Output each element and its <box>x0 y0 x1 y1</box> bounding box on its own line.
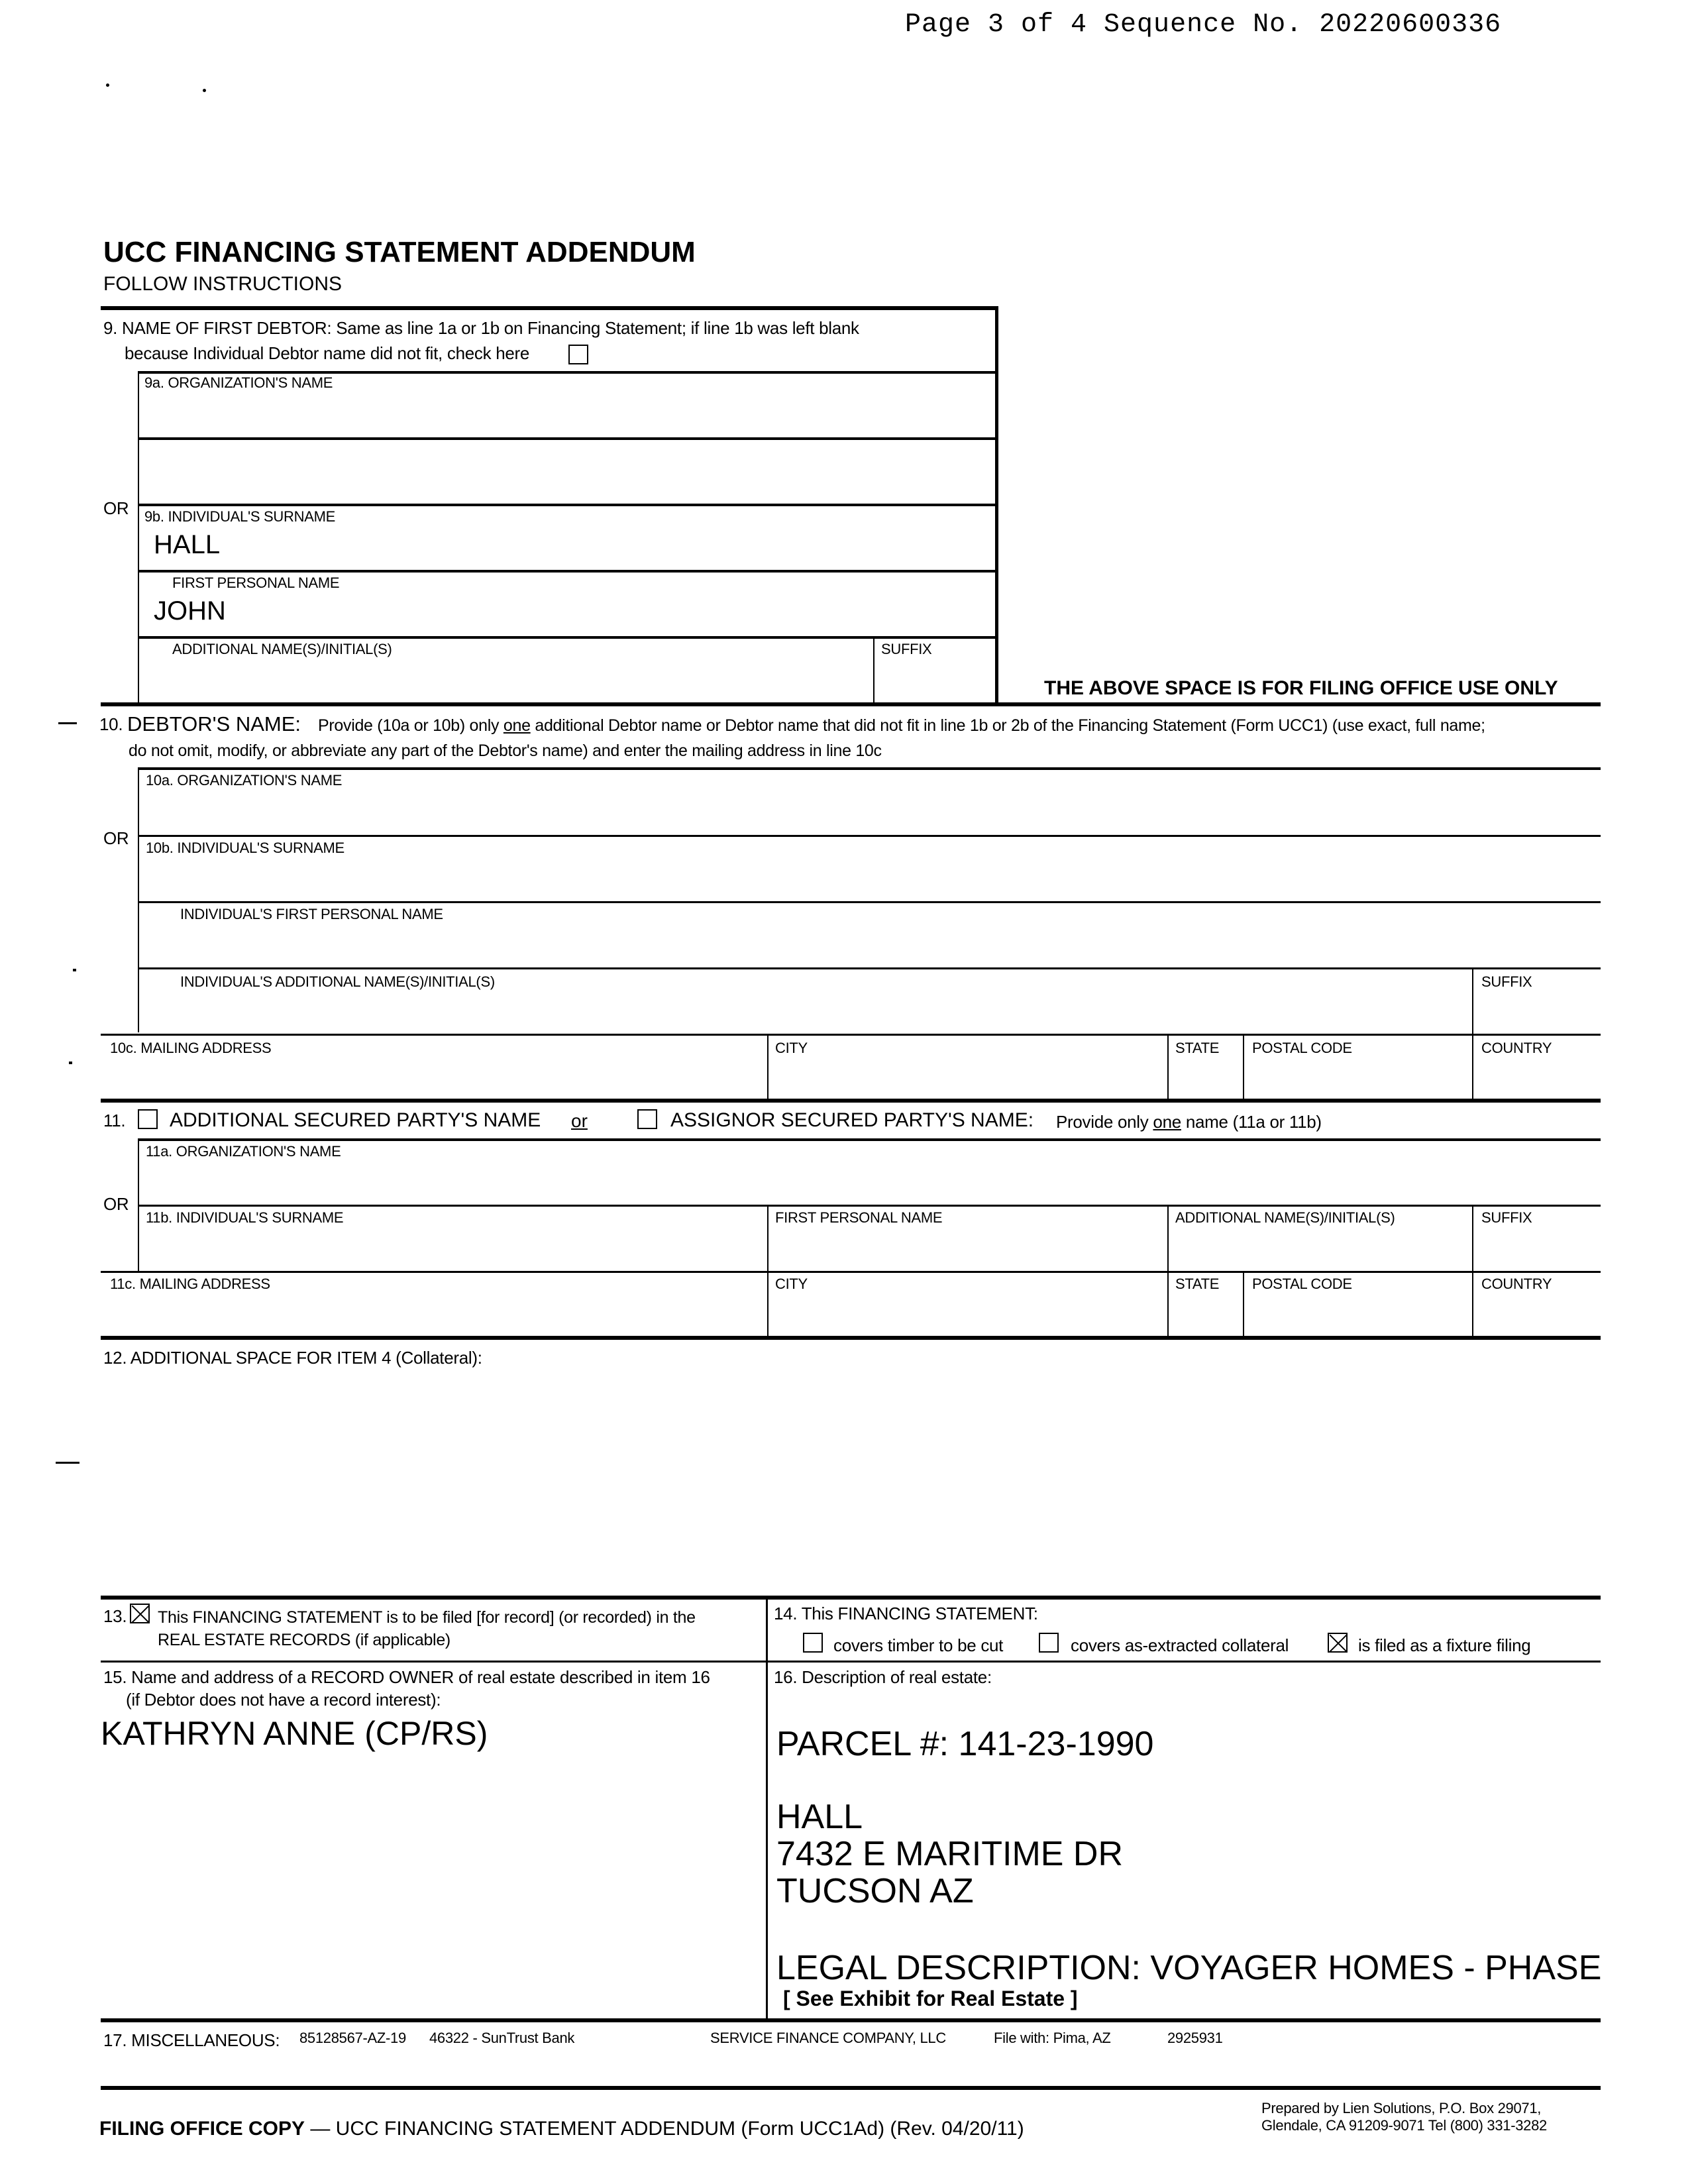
footer-form-name: — UCC FINANCING STATEMENT ADDENDUM (Form UCC1Ad) (Rev. 04/20/11) <box>305 2118 1024 2140</box>
item10-instruction-line2: do not omit, modify, or abbreviate any part of the Debtor's name) and enter the mailing address in line 10c <box>129 741 882 760</box>
item16-see-exhibit: [ See Exhibit for Real Estate ] <box>783 1987 1078 2010</box>
item11b-label: 11b. INDIVIDUAL'S SURNAME <box>146 1209 344 1226</box>
margin-tick <box>56 1462 80 1464</box>
item10-first-name-field[interactable] <box>140 925 1598 965</box>
scan-speck <box>106 83 109 87</box>
item10-suffix-divider <box>1472 967 1473 1034</box>
item11-provide-one: one <box>1153 1112 1181 1132</box>
item12-collateral-field[interactable] <box>103 1372 1598 1584</box>
item10-instruction-b: additional Debtor name or Debtor name that did not fit in line 1b or 2b of the Financing Statement (Form UCC1) (use exact, full name; <box>535 716 1485 735</box>
margin-tick <box>58 722 77 724</box>
item9b-label: 9b. INDIVIDUAL'S SURNAME <box>144 508 335 525</box>
item11-city-label: CITY <box>775 1276 808 1292</box>
item9-label-line1: 9. NAME OF FIRST DEBTOR: Same as line 1a or 1b on Financing Statement; if line 1b was left blank <box>103 318 859 338</box>
margin-speck <box>73 969 76 971</box>
item11-provide-b: name (11a or 11b) <box>1185 1112 1322 1132</box>
item9-name-did-not-fit-checkbox[interactable] <box>568 345 588 364</box>
item10-state-label: STATE <box>1175 1040 1220 1056</box>
item13-14-divider <box>766 1596 768 2020</box>
item11-first-divider <box>767 1205 768 1336</box>
item14-as-extracted-label: covers as-extracted collateral <box>1071 1635 1289 1655</box>
form-subtitle: FOLLOW INSTRUCTIONS <box>103 273 343 295</box>
item9a-org-name-field[interactable] <box>152 398 987 435</box>
item9a-label: 9a. ORGANIZATION'S NAME <box>144 374 333 391</box>
item10b-surname-field[interactable] <box>140 859 1598 899</box>
item9-rule <box>138 636 996 639</box>
item17-company: SERVICE FINANCE COMPANY, LLC <box>710 2030 946 2046</box>
item11-postal-divider <box>1243 1271 1244 1336</box>
footer-copy-label <box>99 2118 1024 2140</box>
item10-number: 10. <box>99 714 123 734</box>
item9b-surname-field[interactable]: HALL <box>154 530 221 559</box>
item16-city-state: TUCSON AZ <box>776 1872 974 1910</box>
item16-legal-description: LEGAL DESCRIPTION: VOYAGER HOMES - PHASE <box>776 1949 1602 1987</box>
item15-line1: 15. Name and address of a RECORD OWNER of real estate described in item 16 <box>103 1667 710 1687</box>
item10-rule <box>138 767 1601 770</box>
item11-assignor-secured-party-label: ASSIGNOR SECURED PARTY'S NAME: <box>670 1109 1034 1131</box>
item11-rule <box>101 1271 1601 1273</box>
item11-country-label: COUNTRY <box>1481 1276 1552 1292</box>
or-label: OR <box>103 828 129 848</box>
item9-rule <box>138 570 996 573</box>
item13-line1: This FINANCING STATEMENT is to be filed [for record] (or recorded) in the <box>158 1608 696 1627</box>
item11-provide-a: Provide only <box>1056 1112 1149 1132</box>
scan-speck <box>203 89 206 92</box>
item11-additional-names-label: ADDITIONAL NAME(S)/INITIAL(S) <box>1175 1209 1395 1226</box>
item11a-org-name-field[interactable] <box>140 1162 1598 1203</box>
item13-line2: REAL ESTATE RECORDS (if applicable) <box>158 1631 450 1649</box>
item10-instruction <box>318 716 1485 736</box>
item14-as-extracted-checkbox[interactable] <box>1039 1633 1059 1653</box>
item14-label: 14. This FINANCING STATEMENT: <box>774 1604 1038 1623</box>
item11-first-name-label: FIRST PERSONAL NAME <box>775 1209 943 1226</box>
item14-timber-label: covers timber to be cut <box>833 1635 1004 1655</box>
item10a-org-name-field[interactable] <box>140 791 1598 832</box>
item10-rule <box>138 835 1601 837</box>
item10-postal-label: POSTAL CODE <box>1252 1040 1352 1056</box>
item17-ref1: 85128567-AZ-19 <box>299 2030 406 2046</box>
item10-title: DEBTOR'S NAME: <box>127 712 301 736</box>
item11-postal-label: POSTAL CODE <box>1252 1276 1352 1292</box>
item14-fixture-filing-label: is filed as a fixture filing <box>1358 1635 1531 1655</box>
footer-filing-office-copy: FILING OFFICE COPY <box>99 2118 305 2140</box>
item11-number: 11. <box>103 1111 126 1130</box>
item9-rule <box>138 437 996 440</box>
item14-fixture-filing-checkbox[interactable] <box>1328 1633 1348 1653</box>
item12-top-rule <box>101 1336 1601 1340</box>
item10-top-rule <box>101 702 1601 706</box>
item10-country-label: COUNTRY <box>1481 1040 1552 1056</box>
item11-suffix-divider <box>1472 1205 1473 1336</box>
item16-parcel: PARCEL #: 141-23-1990 <box>776 1725 1154 1763</box>
item10-suffix-label: SUFFIX <box>1481 973 1532 990</box>
item11-additional-secured-party-label: ADDITIONAL SECURED PARTY'S NAME <box>170 1109 541 1131</box>
item10-first-name-label: INDIVIDUAL'S FIRST PERSONAL NAME <box>180 906 443 922</box>
item10c-label: 10c. MAILING ADDRESS <box>110 1040 272 1056</box>
item15-top-rule <box>101 1661 1601 1663</box>
or-label: OR <box>103 1194 129 1214</box>
item11-additional-secured-party-checkbox[interactable] <box>138 1109 158 1129</box>
item10-country-divider <box>1472 1034 1473 1099</box>
form-title: UCC FINANCING STATEMENT ADDENDUM <box>103 236 696 268</box>
item10-rule <box>101 1034 1601 1036</box>
item11-top-rule <box>101 1099 1601 1103</box>
footer-rule <box>101 2086 1601 2090</box>
item10-city-label: CITY <box>775 1040 808 1056</box>
item9-label-line2: because Individual Debtor name did not fit, check here <box>125 343 530 363</box>
item17-ref2: 46322 - SunTrust Bank <box>429 2030 575 2046</box>
page-sequence-header: Page 3 of 4 Sequence No. 20220600336 <box>905 10 1502 40</box>
item11-state-divider <box>1167 1271 1169 1336</box>
item9-rule <box>138 504 996 506</box>
item10-additional-names-label: INDIVIDUAL'S ADDITIONAL NAME(S)/INITIAL(S) <box>180 973 495 990</box>
item10-instruction-a: Provide (10a or 10b) only <box>318 716 500 735</box>
filing-office-note: THE ABOVE SPACE IS FOR FILING OFFICE USE ONLY <box>1044 677 1558 699</box>
item12-label: 12. ADDITIONAL SPACE FOR ITEM 4 (Collateral): <box>103 1348 482 1368</box>
item10-left-border <box>138 767 139 1032</box>
item17-file-with: File with: Pima, AZ <box>994 2030 1111 2046</box>
item10-postal-divider <box>1243 1034 1244 1099</box>
item14-timber-checkbox[interactable] <box>803 1633 823 1653</box>
item11-suffix-label: SUFFIX <box>1481 1209 1532 1226</box>
item11-assignor-secured-party-checkbox[interactable] <box>637 1109 657 1129</box>
margin-speck <box>69 1062 72 1064</box>
item10-rule <box>138 967 1601 969</box>
item11-rule <box>138 1205 1601 1207</box>
item11-provide-instruction <box>1056 1112 1322 1132</box>
item9-suffix-divider <box>873 636 874 702</box>
item15-line2: (if Debtor does not have a record interest): <box>126 1690 441 1710</box>
item17-label: 17. MISCELLANEOUS: <box>103 2030 280 2050</box>
item13-real-estate-records-checkbox[interactable] <box>130 1604 150 1623</box>
item16-name: HALL <box>776 1798 863 1836</box>
item16-label: 16. Description of real estate: <box>774 1667 992 1687</box>
item9-rule <box>138 371 996 374</box>
item11-additional-divider <box>1167 1205 1169 1271</box>
footer-prepared-line1: Prepared by Lien Solutions, P.O. Box 29071, <box>1261 2100 1542 2116</box>
item10a-label: 10a. ORGANIZATION'S NAME <box>146 772 343 789</box>
item10b-label: 10b. INDIVIDUAL'S SURNAME <box>146 840 344 856</box>
item9-left-border <box>138 371 139 702</box>
item17-top-rule <box>101 2018 1601 2022</box>
or-label: OR <box>103 498 129 518</box>
item10-rule <box>138 901 1601 903</box>
item11a-label: 11a. ORGANIZATION'S NAME <box>146 1143 341 1160</box>
item10-state-divider <box>1167 1034 1169 1099</box>
item11-state-label: STATE <box>1175 1276 1220 1292</box>
item10-instruction-one: one <box>503 716 531 735</box>
footer-prepared-line2: Glendale, CA 91209-9071 Tel (800) 331-3282 <box>1261 2117 1547 2134</box>
item10-city-divider <box>767 1034 768 1099</box>
item9-additional-names-label: ADDITIONAL NAME(S)/INITIAL(S) <box>172 641 392 657</box>
item11-rule <box>138 1138 1601 1141</box>
item13-number: 13. <box>103 1606 127 1626</box>
item9-suffix-label: SUFFIX <box>881 641 932 657</box>
item9-top-rule <box>101 306 998 310</box>
item17-ref3: 2925931 <box>1167 2030 1223 2046</box>
item9-first-name-label: FIRST PERSONAL NAME <box>172 574 340 591</box>
item11-or-text: or <box>571 1111 588 1131</box>
item11c-label: 11c. MAILING ADDRESS <box>110 1276 270 1292</box>
item15-record-owner-field[interactable]: KATHRYN ANNE (CP/RS) <box>101 1715 488 1752</box>
item16-address: 7432 E MARITIME DR <box>776 1835 1124 1873</box>
item13-top-rule <box>101 1596 1601 1600</box>
item9-first-name-field[interactable]: JOHN <box>154 596 226 626</box>
